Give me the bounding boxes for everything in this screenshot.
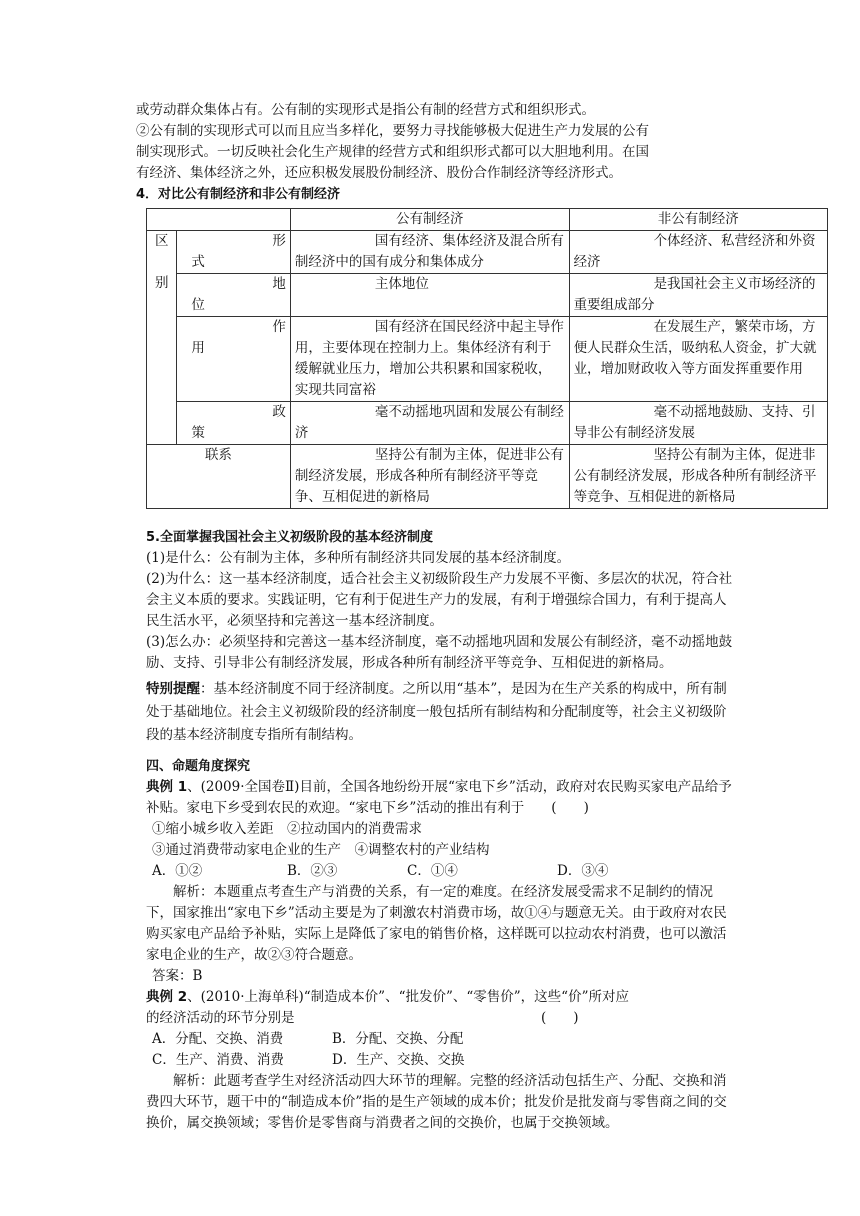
section5-p1: (1)是什么：公有制为主体，多种所有制经济共同发展的基本经济制度。 xyxy=(146,550,571,566)
col-public: 公有制经济 xyxy=(290,209,569,231)
cell-public: 坚持公有制为主体，促进非公有制经济发展，形成各种所有制经济平等竞争、互相促进的新格局 xyxy=(290,445,569,509)
example-1-answer: 答案：B xyxy=(152,968,203,984)
group-label-diff: 区 别 xyxy=(147,231,177,445)
section5 xyxy=(146,527,736,747)
example-1-items: ①缩小城乡收入差距 ②拉动国内的消费需求 xyxy=(152,821,422,837)
cell-nonpublic: 个体经济、私营经济和外资经济 xyxy=(569,231,827,274)
table-row-link xyxy=(147,445,828,509)
cell-nonpublic: 在发展生产，繁荣市场，方便人民群众生活，吸纳私人资金，扩大就业，增加财政收入等方面发挥重要作用 xyxy=(569,317,827,402)
option-d: D．生产、交换、交换 xyxy=(332,1052,465,1068)
table-header-row xyxy=(147,209,828,231)
example-1-analysis: 解析：本题重点考查生产与消费的关系，有一定的难度。在经济发展受需求不足制约的情况下，国家推出“家电下乡”活动主要是为了刺激农村消费市场，故①④与题意无关。由于政府对农民购买家电产品给予补贴，实际上是降低了家电的销售价格，这样既可以拉动农村消费，也可以激活家电企业的生产，故②③符合题意。 xyxy=(146,884,727,963)
section4-title: 4．对比公有制经济和非公有制经济 xyxy=(136,187,341,202)
example-1-options xyxy=(146,861,736,882)
answer-blank: ( ) xyxy=(541,1010,579,1026)
option-b: B．分配、交换、分配 xyxy=(332,1031,464,1047)
example-1-items: ③通过消费带动家电企业的生产 ④调整农村的产业结构 xyxy=(152,842,490,858)
option-b: B．②③ xyxy=(287,863,338,879)
special-note xyxy=(146,678,736,747)
col-nonpublic: 非公有制经济 xyxy=(569,209,827,231)
table-row xyxy=(147,231,828,274)
cell-public: 国有经济在国民经济中起主导作用，主要体现在控制力上。集体经济有利于缓解就业压力，增加公共积累和国家税收，实现共同富裕 xyxy=(290,317,569,402)
cell-public: 国有经济、集体经济及混合所有制经济中的国有成分和集体成分 xyxy=(290,231,569,274)
example-2-analysis: 解析：此题考查学生对经济活动四大环节的理解。完整的经济活动包括生产、分配、交换和消费四大环节，题干中的“制造成本价”指的是生产领域的成本价；批发价是批发商与零售商之间的交换价，属交换领域；零售价是零售商与消费者之间的交换价，也属于交换领域。 xyxy=(146,1073,727,1131)
row-label-link: 联系 xyxy=(147,445,291,509)
comparison-table xyxy=(146,208,828,509)
intro-line: 制实现形式。一切反映社会化生产规律的经营方式和组织形式都可以大胆地利用。在国 xyxy=(136,144,649,160)
example-1-text: 、(2009·全国卷Ⅱ)目前，全国各地纷纷开展“家电下乡”活动，政府对农民购买家电产品给予补贴。家电下乡受到农民的欢迎。“家电下乡”活动的推出有利于 ( ) xyxy=(146,779,732,816)
table-row xyxy=(147,317,828,402)
row-label: 形 式 xyxy=(177,231,291,274)
table-corner xyxy=(147,209,291,231)
cell-nonpublic: 毫不动摇地鼓励、支持、引导非公有制经济发展 xyxy=(569,402,827,445)
cell-nonpublic: 是我国社会主义市场经济的重要组成部分 xyxy=(569,274,827,317)
option-d: D．③④ xyxy=(557,863,609,879)
example-1-label: 典例 1 xyxy=(146,779,188,795)
example-2-text: 、(2010·上海单科)“制造成本价”、“批发价”、“零售价”，这些“价”所对应 xyxy=(187,989,629,1005)
example-2-label: 典例 2 xyxy=(146,989,188,1005)
section-four xyxy=(146,756,736,1134)
option-a: A．①② xyxy=(152,863,203,879)
note-label: 特别提醒 xyxy=(146,681,200,697)
example-2-stem-2 xyxy=(146,1008,736,1029)
section5-title: 5.全面掌握我国社会主义初级阶段的基本经济制度 xyxy=(146,530,433,545)
cell-public: 主体地位 xyxy=(290,274,569,317)
section-four-title: 四、命题角度探究 xyxy=(146,759,251,774)
example-1-stem xyxy=(146,777,736,819)
example-2-options xyxy=(146,1029,736,1050)
intro-line: ②公有制的实现形式可以而且应当多样化，要努力寻找能够极大促进生产力发展的公有 xyxy=(136,123,649,139)
note-text: ：基本经济制度不同于经济制度。之所以用“基本”，是因为在生产关系的构成中，所有制处于基础地位。社会主义初级阶段的经济制度一般包括所有制结构和分配制度等，社会主义初级阶段的基本经济制度专指所有制结构。 xyxy=(146,681,727,743)
example-2-options xyxy=(146,1050,736,1071)
example-2-stem xyxy=(146,987,736,1008)
cell-nonpublic: 坚持公有制为主体，促进非公有制经济发展，形成各种所有制经济平等竞争、互相促进的新格局 xyxy=(569,445,827,509)
option-a: A．分配、交换、消费 xyxy=(152,1031,284,1047)
option-c: C．①④ xyxy=(407,863,458,879)
section5-p2: (2)为什么：这一基本经济制度，适合社会主义初级阶段生产力发展不平衡、多层次的状况，符合社会主义本质的要求。实践证明，它有利于促进生产力的发展，有利于增强综合国力，有利于提高人民生活水平，必须坚持和完善这一基本经济制度。 xyxy=(146,571,733,629)
example-2-text: 的经济活动的环节分别是 xyxy=(146,1010,295,1026)
row-label: 作 用 xyxy=(177,317,291,402)
row-label: 政 策 xyxy=(177,402,291,445)
table-row xyxy=(147,402,828,445)
document-page xyxy=(136,100,736,184)
intro-line: 有经济、集体经济之外，还应积极发展股份制经济、股份合作制经济等经济形式。 xyxy=(136,165,622,181)
option-c: C．生产、消费、消费 xyxy=(152,1052,284,1068)
cell-public: 毫不动摇地巩固和发展公有制经济 xyxy=(290,402,569,445)
row-label: 地 位 xyxy=(177,274,291,317)
section5-p3: (3)怎么办：必须坚持和完善这一基本经济制度，毫不动摇地巩固和发展公有制经济，毫不动摇地鼓励、支持、引导非公有制经济发展，形成各种所有制经济平等竞争、互相促进的新格局。 xyxy=(146,634,733,671)
table-row xyxy=(147,274,828,317)
section4 xyxy=(136,184,836,512)
intro-line: 或劳动群众集体占有。公有制的实现形式是指公有制的经营方式和组织形式。 xyxy=(136,102,595,118)
